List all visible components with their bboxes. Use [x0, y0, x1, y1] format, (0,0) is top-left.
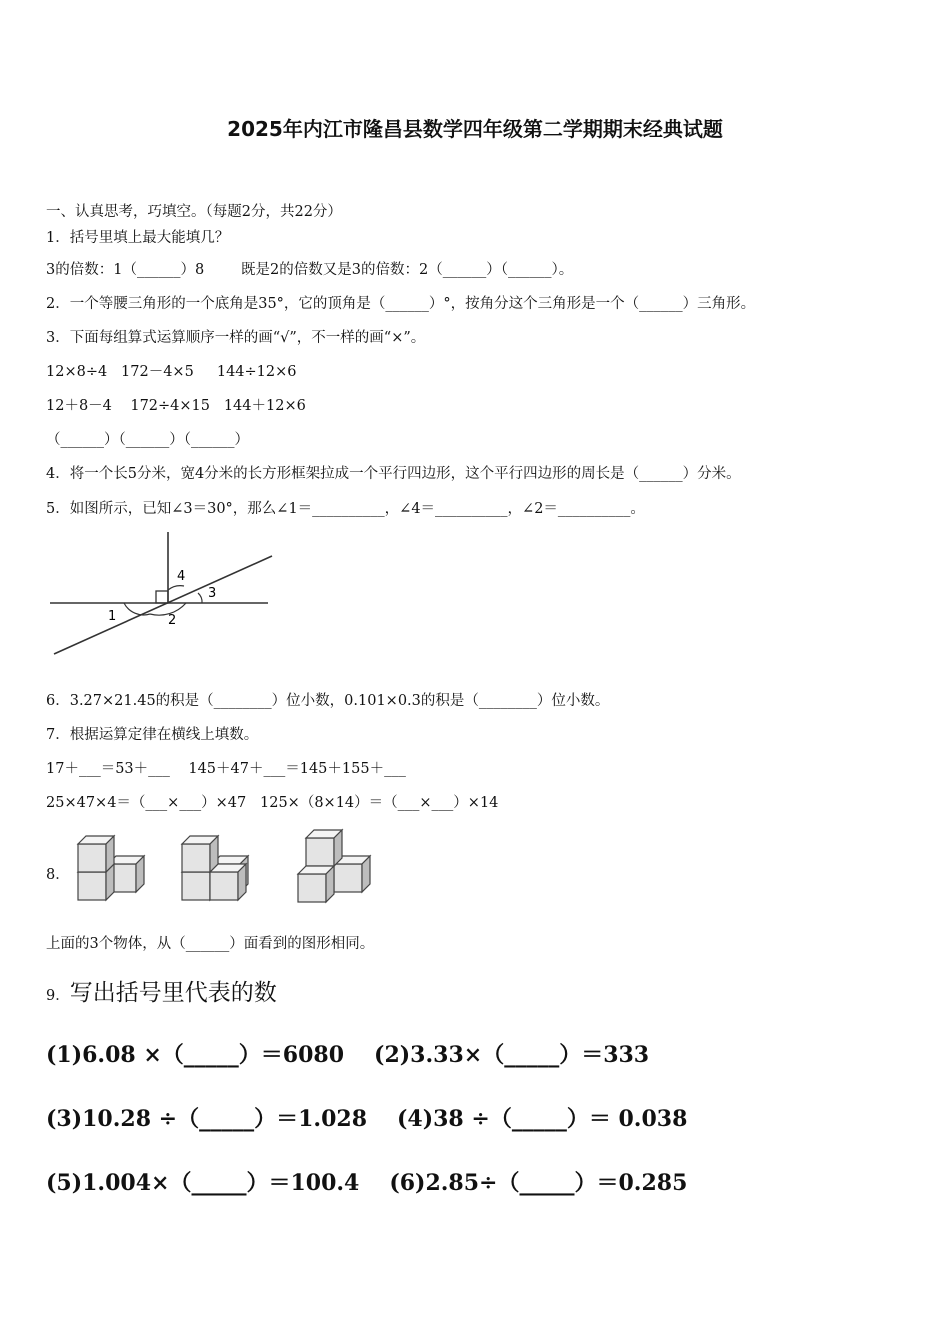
q3-row1: 12×8÷4 172－4×5 144÷12×6 — [46, 364, 297, 380]
q9-item-2: (2)3.33×（_____）＝333 — [374, 1042, 650, 1068]
cube-figure-3 — [298, 830, 370, 902]
q9-row-1 — [46, 1040, 649, 1070]
q5-stem: 5．如图所示，已知∠3＝30°，那么∠1＝__________，∠4＝__________，∠2＝__________。 — [46, 501, 645, 517]
q9-item-4: (4)38 ÷（_____）＝ 0.038 — [397, 1106, 688, 1132]
q8-number: 8． — [46, 867, 70, 883]
q8-stem: 上面的3个物体，从（______）面看到的图形相同。 — [46, 936, 375, 952]
page-title: 2025年内江市隆昌县数学四年级第二学期期末经典试题 — [227, 117, 723, 141]
angle-label-4: 4 — [177, 569, 186, 584]
angle-diagram — [46, 528, 276, 660]
q9-heading — [46, 978, 277, 1008]
angle-label-1: 1 — [108, 609, 117, 624]
q3-row3: （______）（______）（______） — [46, 432, 249, 448]
q7-row1: 17＋___＝53＋___ 145＋47＋___＝145＋155＋___ — [46, 761, 406, 777]
q3-row2: 12＋8－4 172÷4×15 144＋12×6 — [46, 398, 306, 414]
q6: 6．3.27×21.45的积是（________）位小数，0.101×0.3的积是（________）位小数。 — [46, 693, 610, 709]
q2: 2．一个等腰三角形的一个底角是35°，它的顶角是（______）°，按角分这个三角形是一个（______）三角形。 — [46, 296, 756, 312]
angle-label-2: 2 — [168, 613, 177, 628]
q1-stem: 1．括号里填上最大能填几？ — [46, 230, 230, 246]
q7-row2: 25×47×4＝（___×___）×47 125×（8×14）＝（___×___）×14 — [46, 795, 499, 811]
q9-item-3: (3)10.28 ÷（_____）＝1.028 — [46, 1106, 367, 1132]
angle-label-3: 3 — [208, 586, 217, 601]
q9-number: 9． — [46, 988, 70, 1004]
q4: 4．将一个长5分米，宽4分米的长方形框架拉成一个平行四边形，这个平行四边形的周长是（______）分米。 — [46, 466, 741, 482]
cube-figures — [74, 828, 384, 908]
cube-figure-1 — [78, 836, 144, 900]
q9-item-6: (6)2.85÷（_____）＝0.285 — [389, 1170, 688, 1196]
q7-stem: 7．根据运算定律在横线上填数。 — [46, 727, 259, 743]
cube-figure-2 — [182, 836, 248, 900]
q1-line: 3的倍数：1（______）8 既是2的倍数又是3的倍数：2（______）（______）。 — [46, 262, 574, 278]
q9-item-1: (1)6.08 ×（_____）＝6080 — [46, 1042, 345, 1068]
q9-row-2 — [46, 1104, 687, 1134]
q9-item-5: (5)1.004×（_____）＝100.4 — [46, 1170, 360, 1196]
section-heading: 一、认真思考，巧填空。（每题2分，共22分） — [46, 204, 342, 220]
q3-stem: 3．下面每组算式运算顺序一样的画“√”，不一样的画“×”。 — [46, 330, 426, 346]
q9-title: 写出括号里代表的数 — [69, 980, 277, 1006]
q9-row-3 — [46, 1168, 687, 1198]
